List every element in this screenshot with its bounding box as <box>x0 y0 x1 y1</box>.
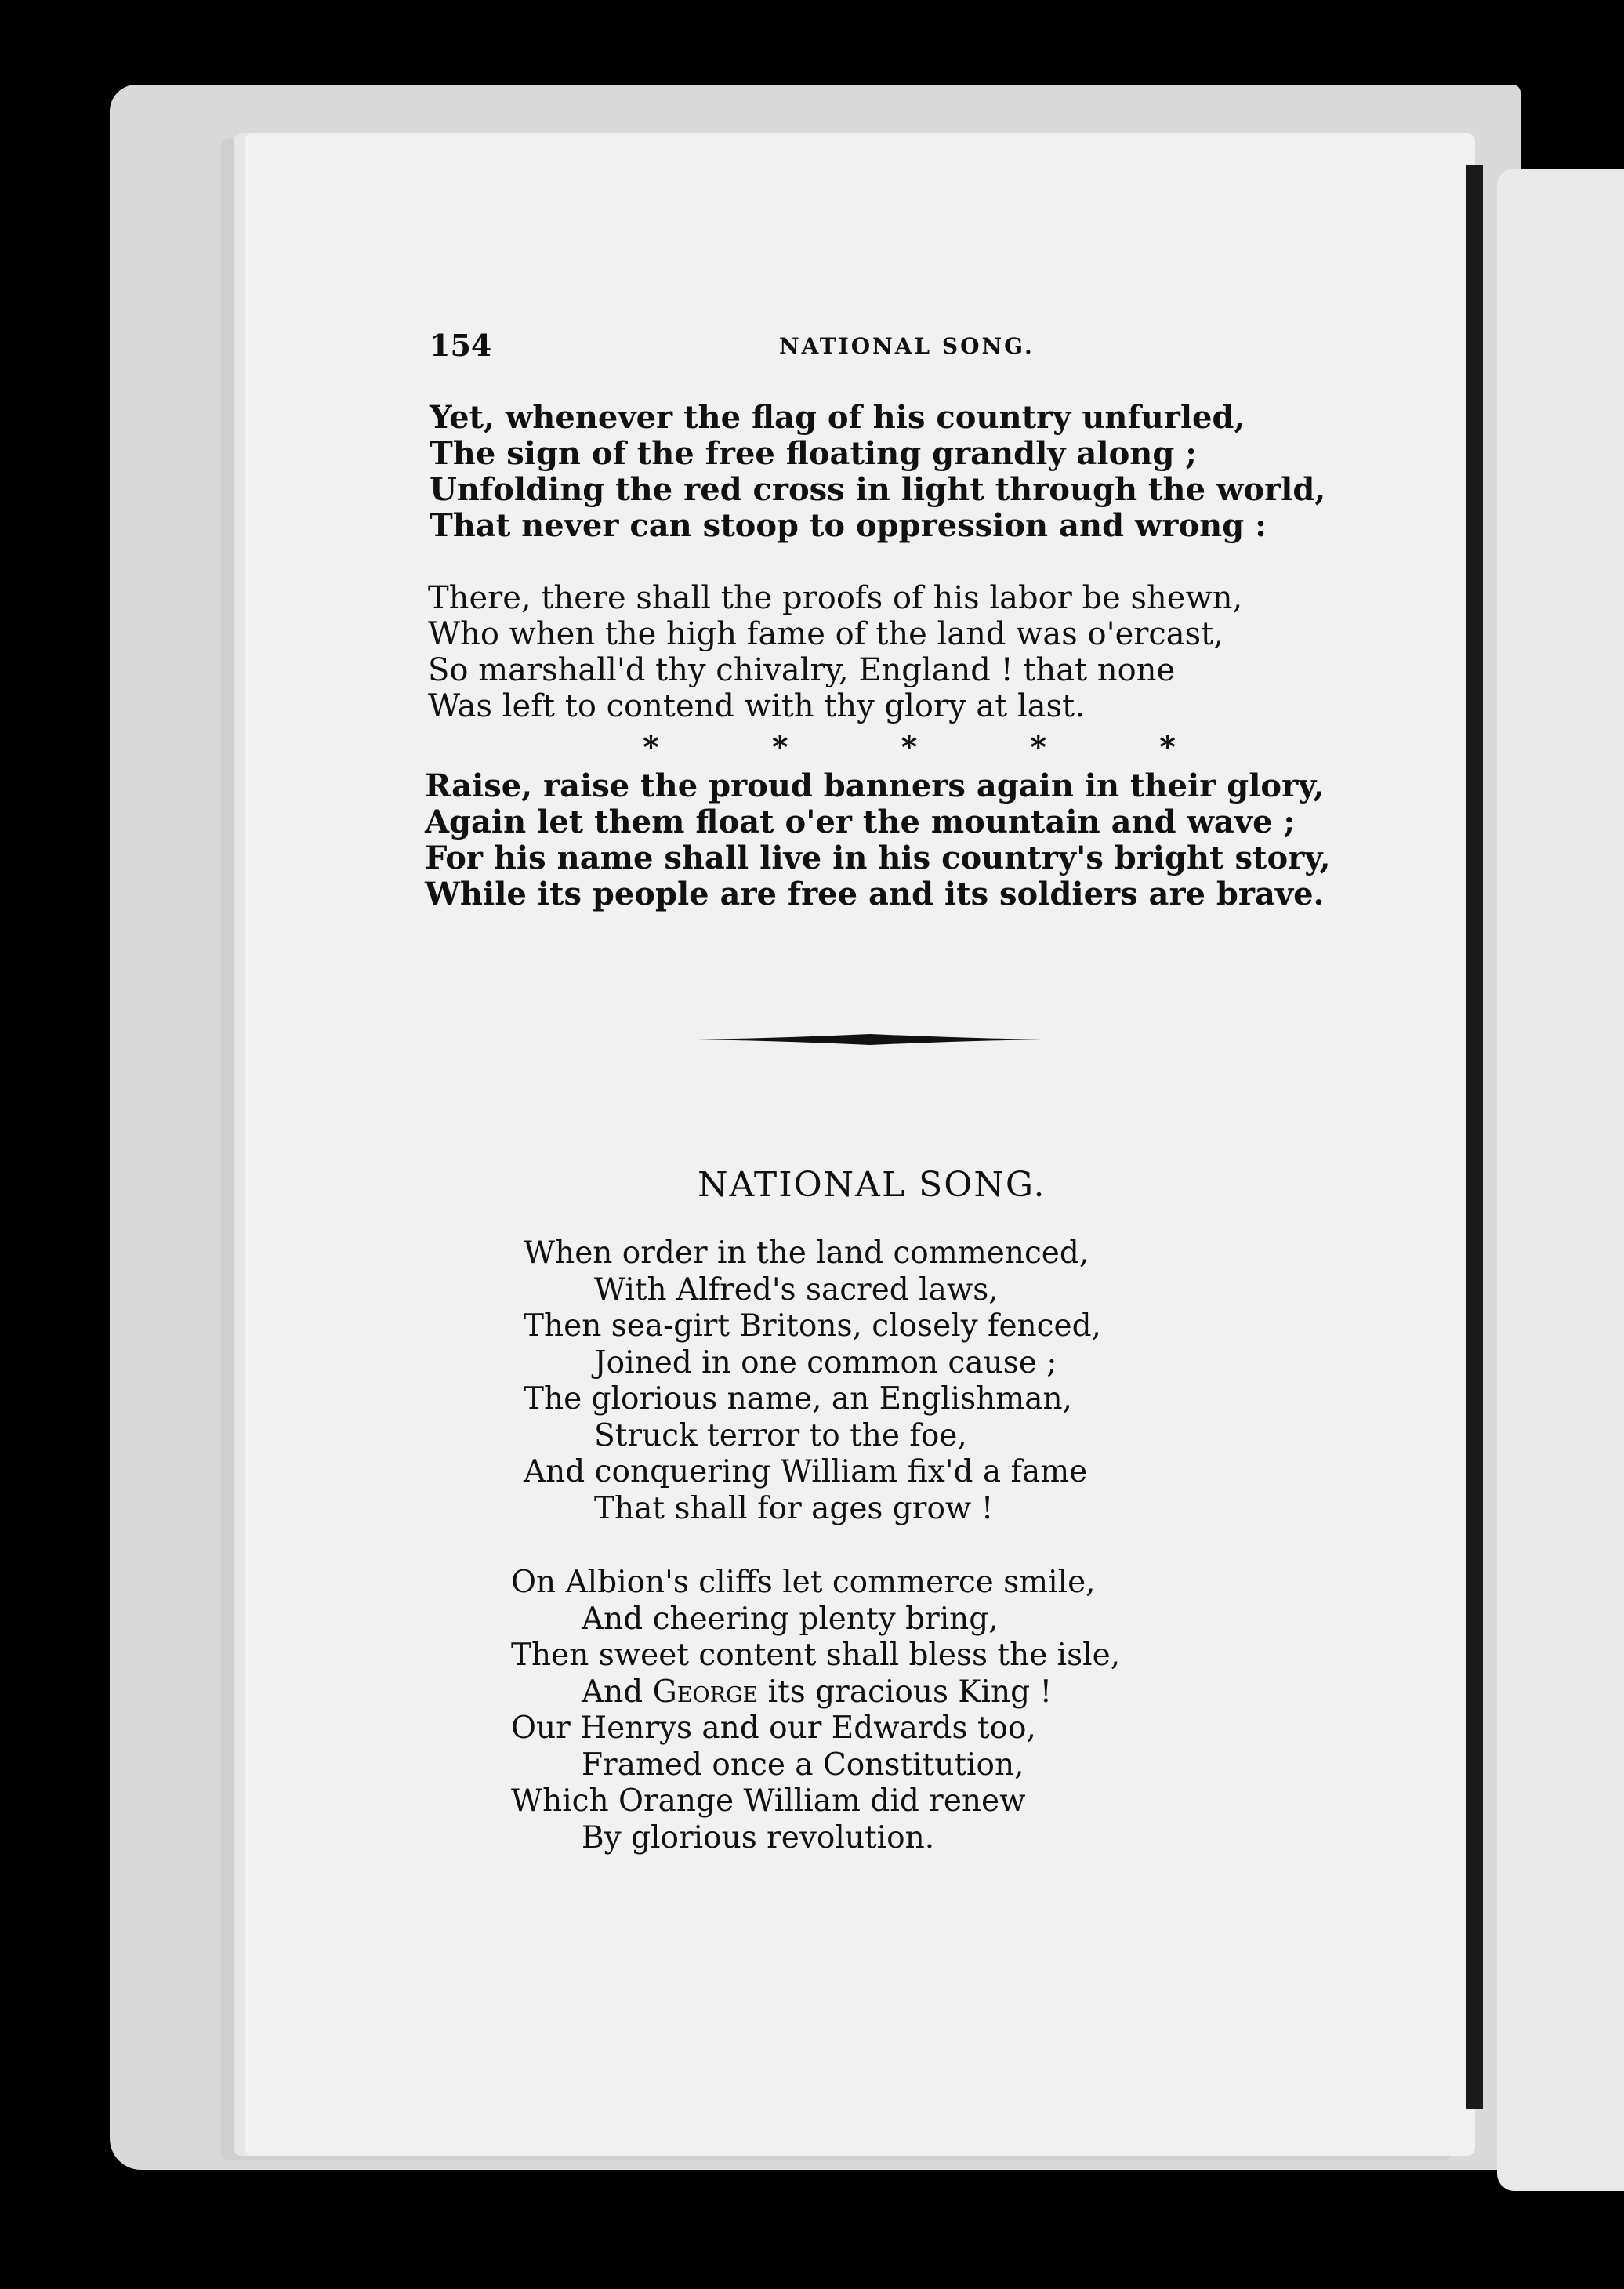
verse-line: The sign of the free floating grandly along ; <box>430 435 1198 472</box>
verse-line: Again let them float o'er the mountain and wave ; <box>425 804 1296 840</box>
verse-line: Then sea-girt Britons, closely fenced, <box>524 1308 1101 1344</box>
verse-text: And <box>582 1674 653 1710</box>
verse-line <box>511 1674 1120 1711</box>
verse-line: Framed once a Constitution, <box>582 1747 1024 1783</box>
verse-line: Struck terror to the foe, <box>594 1417 967 1453</box>
verse-line: Raise, raise the proud banners again in their glory, <box>425 767 1325 804</box>
verse-line: Yet, whenever the flag of his country unfurled, <box>430 399 1245 436</box>
verse-line: Joined in one common cause ; <box>594 1344 1057 1380</box>
verse-line: With Alfred's sacred laws, <box>594 1271 999 1308</box>
national-song-stanza-2 <box>511 1565 1120 1856</box>
page-number: 154 <box>430 328 492 363</box>
verse-line: Who when the high fame of the land was o'ercast, <box>428 616 1223 652</box>
national-song-stanza-1 <box>524 1235 1101 1527</box>
verse-line: And conquering William fix'd a fame <box>524 1454 1088 1489</box>
verse-line: While its people are free and its soldiers are brave. <box>425 876 1325 912</box>
verse-line: That never can stoop to oppression and wrong : <box>430 507 1267 544</box>
verse-line: And cheering plenty bring, <box>582 1601 999 1637</box>
star-mark: * <box>771 729 788 766</box>
facing-page <box>1497 169 1624 2191</box>
verse-line: When order in the land commenced, <box>524 1235 1089 1271</box>
star-mark: * <box>901 729 918 766</box>
song-title: NATIONAL SONG. <box>698 1165 1046 1205</box>
verse-line: By glorious revolution. <box>582 1819 935 1856</box>
verse-line: Unfolding the red cross in light through the world, <box>430 471 1326 508</box>
verse-line: On Albion's cliffs let commerce smile, <box>511 1565 1096 1600</box>
verse-line: Was left to contend with thy glory at last. <box>428 688 1085 724</box>
verse-line: There, there shall the proofs of his labor be shewn, <box>428 580 1243 616</box>
verse-line: For his name shall live in his country's bright story, <box>425 840 1331 876</box>
ornamental-rule <box>698 1033 1042 1046</box>
stanza-2 <box>428 580 1242 724</box>
verse-line: Which Orange William did renew <box>511 1783 1026 1819</box>
star-mark: * <box>643 729 659 766</box>
verse-text: its gracious King ! <box>758 1674 1053 1710</box>
verse-line: The glorious name, an Englishman, <box>524 1381 1073 1417</box>
running-title: NATIONAL SONG. <box>779 333 1035 359</box>
page-edge <box>227 149 240 2156</box>
verse-line: So marshall'd thy chivalry, England ! that none <box>428 652 1176 688</box>
verse-line: That shall for ages grow ! <box>594 1490 994 1526</box>
stanza-3 <box>425 768 1331 912</box>
section-stars <box>643 729 1176 766</box>
verse-line: Then sweet content shall bless the isle, <box>511 1638 1121 1673</box>
star-mark: * <box>1159 729 1176 766</box>
stanza-1 <box>430 400 1325 544</box>
king-name: George <box>652 1674 759 1710</box>
star-mark: * <box>1030 729 1047 766</box>
book-spine <box>1466 165 1483 2109</box>
verse-line: Our Henrys and our Edwards too, <box>511 1710 1036 1746</box>
